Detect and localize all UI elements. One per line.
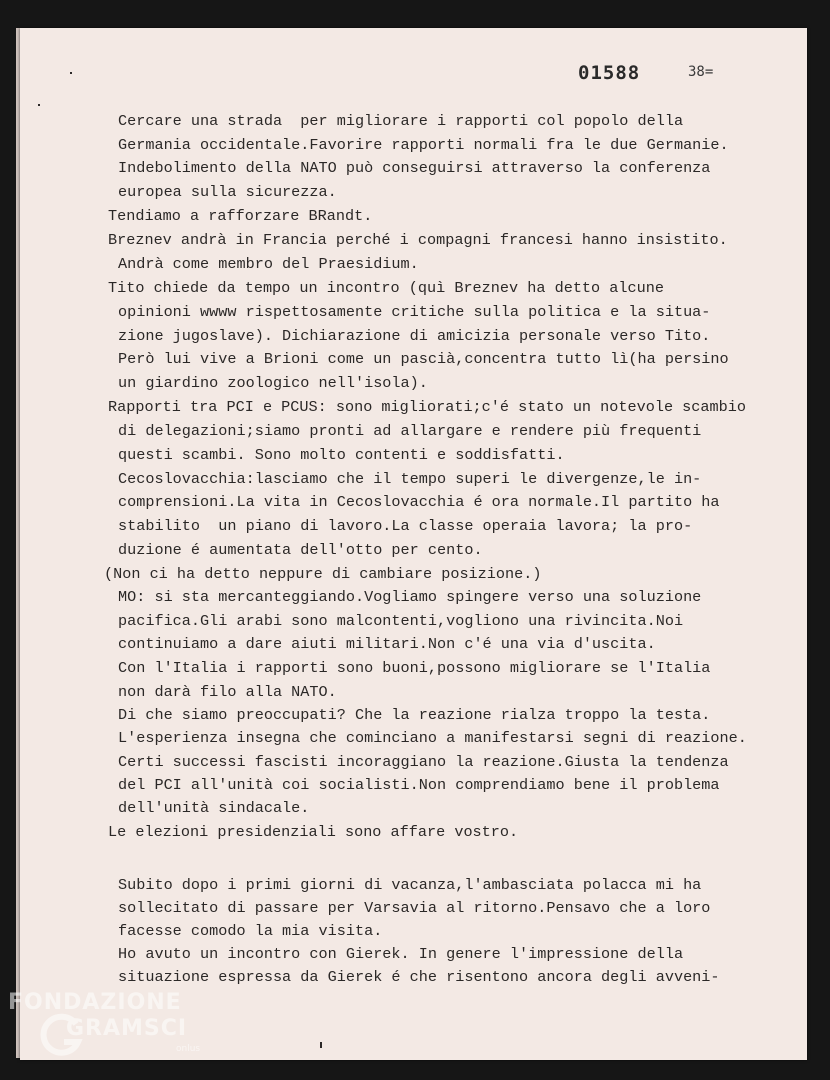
text-line: pacifica.Gli arabi sono malcontenti,vogliono una rivincita.Noi: [118, 612, 684, 630]
text-line: Rapporti tra PCI e PCUS: sono migliorati;c'é stato un notevole scambio: [108, 398, 746, 416]
text-line: Indebolimento della NATO può conseguirsi attraverso la conferenza: [118, 159, 711, 177]
text-line: Le elezioni presidenziali sono affare vostro.: [108, 823, 519, 841]
text-line: europea sulla sicurezza.: [118, 183, 337, 201]
text-line: continuiamo a dare aiuti militari.Non c'é una via d'uscita.: [118, 635, 656, 653]
text-line: comprensioni.La vita in Cecoslovacchia é ora normale.Il partito ha: [118, 493, 720, 511]
text-line: questi scambi. Sono molto contenti e soddisfatti.: [118, 446, 565, 464]
text-line: dell'unità sindacale.: [118, 799, 310, 817]
paper-speck: [38, 104, 40, 106]
text-line: Andrà come membro del Praesidium.: [118, 255, 419, 273]
watermark-line2: GRAMSCI: [66, 1016, 188, 1041]
text-line: (Non ci ha detto neppure di cambiare posizione.): [104, 565, 542, 583]
text-line: duzione é aumentata dell'otto per cento.: [118, 541, 483, 559]
text-line: del PCI all'unità coi socialisti.Non comprendiamo bene il problema: [118, 776, 720, 794]
text-line: Ho avuto un incontro con Gierek. In genere l'impressione della: [118, 945, 684, 963]
archive-number: 01588: [578, 62, 641, 84]
text-line: Certi successi fascisti incoraggiano la reazione.Giusta la tendenza: [118, 753, 729, 771]
paper-speck: [320, 1042, 322, 1048]
paper-speck: [70, 72, 72, 74]
text-line: opinioni wwww rispettosamente critiche sulla politica e la situa-: [118, 303, 711, 321]
text-line: Di che siamo preoccupati? Che la reazione rialza troppo la testa.: [118, 706, 711, 724]
text-line: Breznev andrà in Francia perché i compagni francesi hanno insistito.: [108, 231, 728, 249]
text-line: situazione espressa da Gierek é che risentono ancora degli avveni-: [118, 968, 720, 986]
text-line: Cecoslovacchia:lasciamo che il tempo superi le divergenze,le in-: [118, 470, 702, 488]
text-line: non darà filo alla NATO.: [118, 683, 337, 701]
text-line: sollecitato di passare per Varsavia al ritorno.Pensavo che a loro: [118, 899, 711, 917]
fondazione-gramsci-watermark: [4, 990, 214, 1070]
text-line: di delegazioni;siamo pronti ad allargare e rendere più frequenti: [118, 422, 702, 440]
text-line: Con l'Italia i rapporti sono buoni,possono migliorare se l'Italia: [118, 659, 711, 677]
text-line: Tito chiede da tempo un incontro (quì Breznev ha detto alcune: [108, 279, 664, 297]
text-line: un giardino zoologico nell'isola).: [118, 374, 428, 392]
text-line: facesse comodo la mia visita.: [118, 922, 383, 940]
text-line: L'esperienza insegna che cominciano a manifestarsi segni di reazione.: [118, 729, 747, 747]
watermark-suffix: onlus: [176, 1044, 201, 1054]
text-line: Germania occidentale.Favorire rapporti normali fra le due Germanie.: [118, 136, 729, 154]
watermark-line1: FONDAZIONE: [8, 990, 182, 1015]
text-line: Subito dopo i primi giorni di vacanza,l'ambasciata polacca mi ha: [118, 876, 702, 894]
text-line: Tendiamo a rafforzare BRandt.: [108, 207, 373, 225]
text-line: MO: si sta mercanteggiando.Vogliamo spingere verso una soluzione: [118, 588, 702, 606]
page-number: 38=: [688, 64, 714, 80]
text-line: Cercare una strada per migliorare i rapporti col popolo della: [118, 112, 684, 130]
text-line: zione jugoslave). Dichiarazione di amicizia personale verso Tito.: [118, 327, 711, 345]
text-line: stabilito un piano di lavoro.La classe operaia lavora; la pro-: [118, 517, 693, 535]
text-line: Però lui vive a Brioni come un pascià,concentra tutto lì(ha persino: [118, 350, 729, 368]
